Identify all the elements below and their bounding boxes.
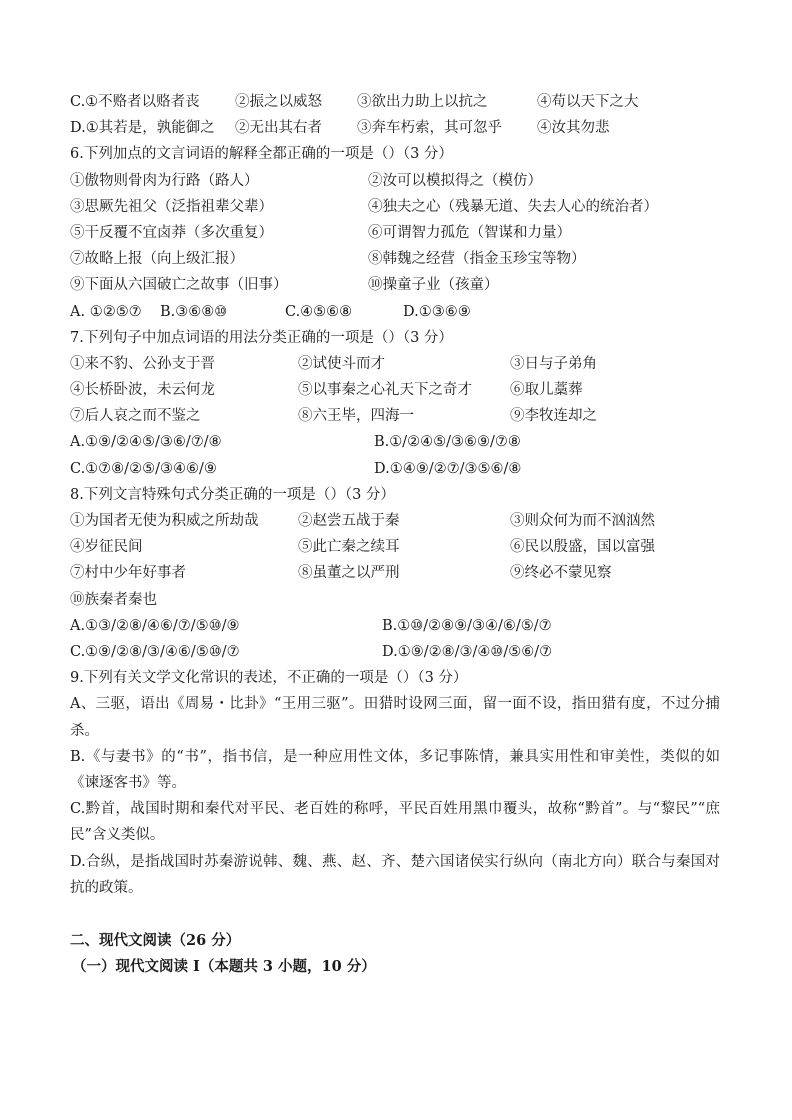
q7-option: C.①⑦⑧/②⑤/③④⑥/⑨ bbox=[70, 460, 217, 477]
q8-row bbox=[70, 560, 720, 586]
q8-item: ⑦村中少年好事者 bbox=[70, 565, 186, 582]
section-gap bbox=[70, 901, 720, 928]
q6-item: ⑩操童子业（孩童） bbox=[368, 277, 499, 294]
q9-stem: 9.下列有关文学文化常识的表述，不正确的一项是（）（3 分） bbox=[70, 670, 468, 687]
q7-row bbox=[70, 377, 720, 403]
q6-item: ⑨下面从六国破亡之故事（旧事） bbox=[70, 277, 288, 294]
q7-options-row bbox=[70, 429, 720, 455]
q6-option: C.④⑤⑥⑧ bbox=[285, 303, 353, 320]
q6-row bbox=[70, 272, 720, 298]
q7-item: ⑨李牧连却之 bbox=[510, 408, 597, 425]
q8-item: ⑧虽董之以严刑 bbox=[298, 565, 400, 582]
q7-row bbox=[70, 351, 720, 377]
q8-option: A.①③/②⑧/④⑥/⑦/⑤⑩/⑨ bbox=[70, 617, 240, 634]
q7-item: ②试使斗而才 bbox=[298, 355, 385, 372]
q7-option: D.①④⑨/②⑦/③⑤⑥/⑧ bbox=[374, 460, 522, 477]
q5-option-c bbox=[70, 89, 720, 115]
q5-c-item: ③欲出力助上以抗之 bbox=[357, 94, 488, 110]
q5-c-item: C.①不赂者以赂者丧 bbox=[70, 94, 200, 110]
q6-stem: 6.下列加点的文言词语的解释全都正确的一项是（）（3 分） bbox=[70, 146, 453, 163]
q8-option: D.①⑨/②⑧/③/④⑩/⑤⑥/⑦ bbox=[382, 643, 553, 660]
q6-item: ⑥可谓智力孤危（智谋和力量） bbox=[368, 224, 571, 241]
q6-options bbox=[70, 299, 720, 325]
q7-row bbox=[70, 403, 720, 429]
q8-option: B.①⑩/②⑧⑨/③④/⑥/⑤/⑦ bbox=[382, 617, 552, 634]
q8-row bbox=[70, 508, 720, 534]
q9-option-d: D.合纵，是指战国时苏秦游说韩、魏、燕、赵、齐、楚六国诸侯实行纵向（南北方向）联合与秦国对抗的政策。 bbox=[70, 853, 720, 896]
q5-d-item: D.①其若是，孰能御之 bbox=[70, 120, 215, 137]
q6-item: ⑧韩魏之经营（指金玉珍宝等物） bbox=[368, 251, 586, 268]
q8-option: C.①⑨/②⑧/③/④⑥/⑤⑩/⑦ bbox=[70, 643, 240, 660]
q7-option: A.①⑨/②④⑤/③⑥/⑦/⑧ bbox=[70, 434, 222, 451]
q7-item: ⑥取儿藁葬 bbox=[510, 382, 583, 399]
subsection-title: （一）现代文阅读 I（本题共 3 小题，10 分） bbox=[72, 958, 376, 976]
q6-option: B.③⑥⑧⑩ bbox=[160, 303, 228, 320]
q8-item: ⑨终必不蒙见察 bbox=[510, 565, 612, 582]
q5-d-item: ③奔车朽索，其可忽乎 bbox=[357, 120, 502, 137]
q6-item: ④独夫之心（残暴无道、失去人心的统治者） bbox=[368, 198, 658, 215]
q5-c-item: ④苟以天下之大 bbox=[537, 94, 639, 110]
q8-stem: 8.下列文言特殊句式分类正确的一项是（）（3 分） bbox=[70, 486, 395, 503]
q8-options-row bbox=[70, 639, 720, 665]
exam-page bbox=[70, 89, 720, 980]
q7-options-row bbox=[70, 456, 720, 482]
q6-item: ③思厥先祖父（泛指祖辈父辈） bbox=[70, 198, 273, 215]
q6-row bbox=[70, 246, 720, 272]
q8-row bbox=[70, 534, 720, 560]
section-title: 二、现代文阅读（26 分） bbox=[70, 931, 241, 949]
q7-item: ①来不豹、公孙支于晋 bbox=[70, 355, 215, 372]
q7-option: B.①/②④⑤/③⑥⑨/⑦⑧ bbox=[374, 434, 521, 451]
q9-option-a: A、三驱，语出《周易・比卦》“王用三驱”。田猎时设网三面，留一面不设，指田猎有度，不过分捕杀。 bbox=[70, 696, 720, 739]
q5-option-d bbox=[70, 115, 720, 141]
q9-option-c: C.黔首，战国时期和秦代对平民、老百姓的称呼，平民百姓用黑巾覆头，故称“黔首”。与“黎民”“庶民”含义类似。 bbox=[70, 801, 720, 844]
q8-item: ③则众何为而不汹汹然 bbox=[510, 513, 655, 529]
q6-option: D.①③⑥⑨ bbox=[403, 303, 471, 320]
q5-d-item: ④汝其勿悲 bbox=[537, 120, 610, 137]
q7-item: ⑤以事秦之心礼天下之奇才 bbox=[298, 382, 472, 399]
q8-item: ⑤此亡秦之续耳 bbox=[298, 539, 400, 556]
q7-item: ⑧六王毕，四海一 bbox=[298, 408, 414, 425]
q7-item: ③日与子弟角 bbox=[510, 355, 597, 372]
q7-stem: 7.下列句子中加点词语的用法分类正确的一项是（）（3 分） bbox=[70, 329, 453, 346]
q7-item: ④长桥卧波，未云何龙 bbox=[70, 382, 215, 399]
q7-item: ⑦后人哀之而不鉴之 bbox=[70, 408, 201, 425]
q8-item: ④岁征民间 bbox=[70, 539, 143, 556]
q6-row bbox=[70, 194, 720, 220]
q6-option: A. ①②⑤⑦ bbox=[70, 303, 142, 320]
q5-d-item: ②无出其右者 bbox=[235, 120, 322, 137]
q6-item: ①傲物则骨肉为行路（路人） bbox=[70, 172, 259, 189]
q6-row bbox=[70, 168, 720, 194]
q8-options-row bbox=[70, 613, 720, 639]
q6-row bbox=[70, 220, 720, 246]
q8-item: ⑥民以殷盛，国以富强 bbox=[510, 539, 655, 556]
q8-item: ①为国者无使为积威之所劫哉 bbox=[70, 513, 259, 529]
q6-item: ⑦故略上报（向上级汇报） bbox=[70, 251, 244, 268]
q8-item-10: ⑩族秦者秦也 bbox=[70, 591, 157, 608]
q8-item: ②赵尝五战于秦 bbox=[298, 513, 400, 529]
q6-item: ⑤干反覆不宜卤莽（多次重复） bbox=[70, 224, 273, 241]
q9-option-b: B.《与妻书》的“书”，指书信，是一种应用性文体，多记事陈情，兼具实用性和审美性，类似的如《谏逐客书》等。 bbox=[70, 748, 720, 791]
q6-item: ②汝可以模拟得之（模仿） bbox=[368, 172, 542, 189]
q5-c-item: ②振之以威怒 bbox=[235, 94, 322, 110]
